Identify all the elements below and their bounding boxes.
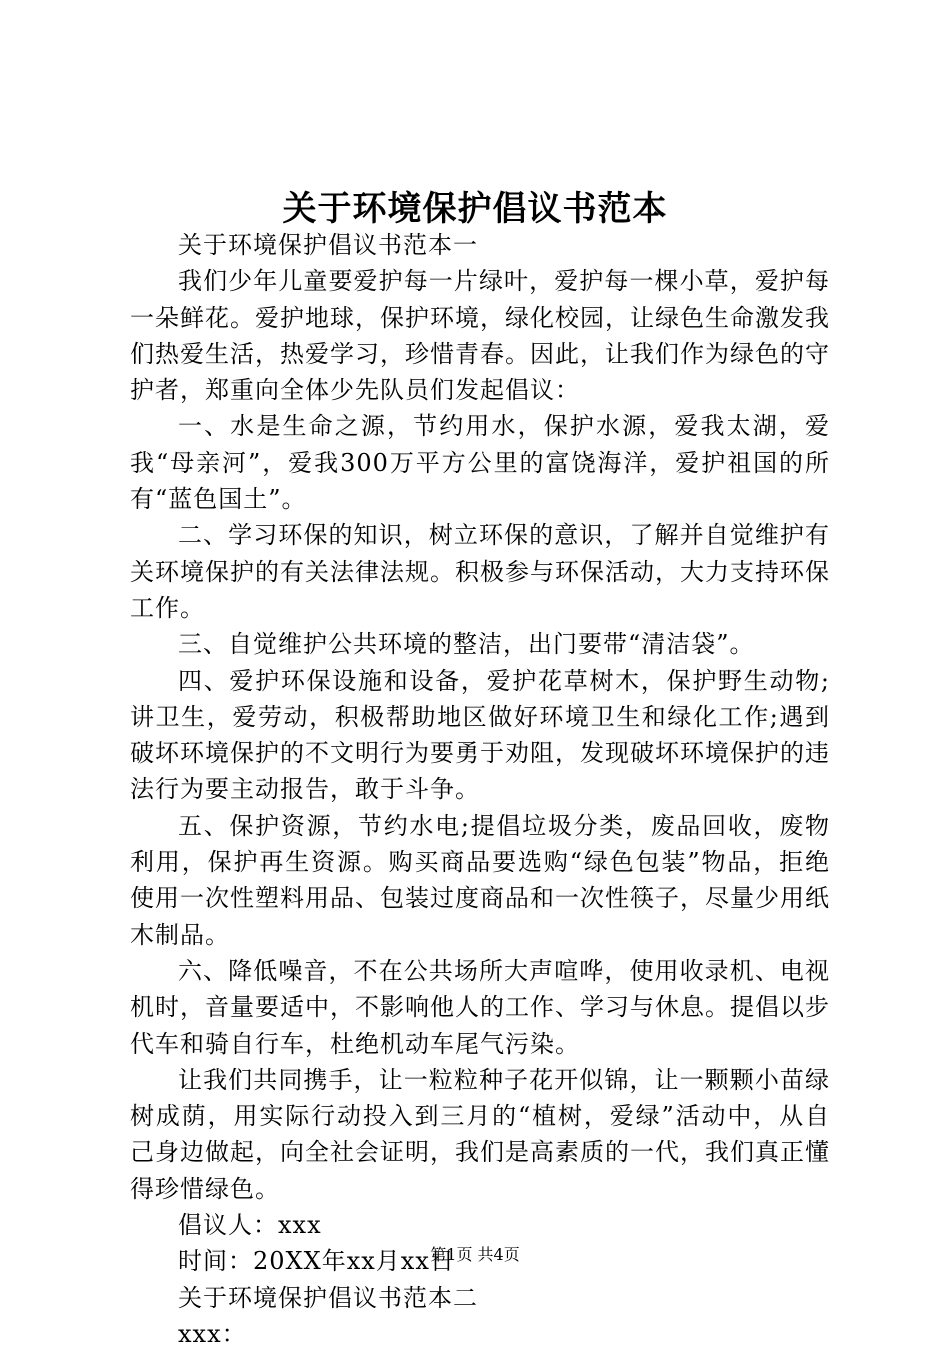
proposal-item-2: 二、学习环保的知识，树立环保的意识，了解并自觉维护有关环境保护的有关法律法规。积极参与环保活动，大力支持环保工作。 [130,521,830,622]
document-title: 关于环境保护倡议书范本 [282,189,668,229]
proposal-item-3: 三、自觉维护公共环境的整洁，出门要带“清洁袋”。 [178,630,755,659]
proposal-item-5: 五、保护资源，节约水电;提倡垃圾分类，废品回收，废物利用，保护再生资源。购买商品要选购“绿色包装”物品，拒绝使用一次性塑料用品、包装过度商品和一次性筷子，尽量少用纸木制品。 [130,811,830,949]
section-heading-one: 关于环境保护倡议书范本一 [178,231,478,259]
date-line: 时间：20XX年xx月xx日 [178,1247,455,1276]
section-heading-two: 关于环境保护倡议书范本二 [178,1283,478,1312]
intro-paragraph: 我们少年儿童要爱护每一片绿叶，爱护每一棵小草，爱护每一朵鲜花。爱护地球，保护环境，绿化校园，让绿色生命激发我们热爱生活，热爱学习，珍惜青春。因此，让我们作为绿色的守护者，郑重向全体少先队员们发起倡议： [130,267,830,405]
salutation-line: xxx： [178,1319,247,1348]
proposal-item-4: 四、爱护环保设施和设备，爱护花草树木，保护野生动物;讲卫生，爱劳动，积极帮助地区做好环境卫生和绿化工作;遇到破坏环境保护的不文明行为要勇于劝阻，发现破坏环境保护的违法行为要主动报告，敢于斗争。 [130,666,830,804]
proposal-item-1: 一、水是生命之源，节约用水，保护水源，爱我太湖，爱我“母亲河”，爱我300万平方公里的富饶海洋，爱护祖国的所有“蓝色国土”。 [130,412,830,514]
document-body [130,227,830,1352]
page-number-footer: 第1页 共4页 [430,1245,520,1264]
proposer-line: 倡议人：xxx [178,1211,322,1240]
proposal-item-6: 六、降低噪音，不在公共场所大声喧哗，使用收录机、电视机时，音量要适中，不影响他人的工作、学习与休息。提倡以步代车和骑自行车，杜绝机动车尾气污染。 [130,956,830,1058]
closing-paragraph: 让我们共同携手，让一粒粒种子花开似锦，让一颗颗小苗绿树成荫，用实际行动投入到三月的“植树，爱绿”活动中，从自己身边做起，向全社会证明，我们是高素质的一代，我们真正懂得珍惜绿色。 [130,1065,830,1203]
